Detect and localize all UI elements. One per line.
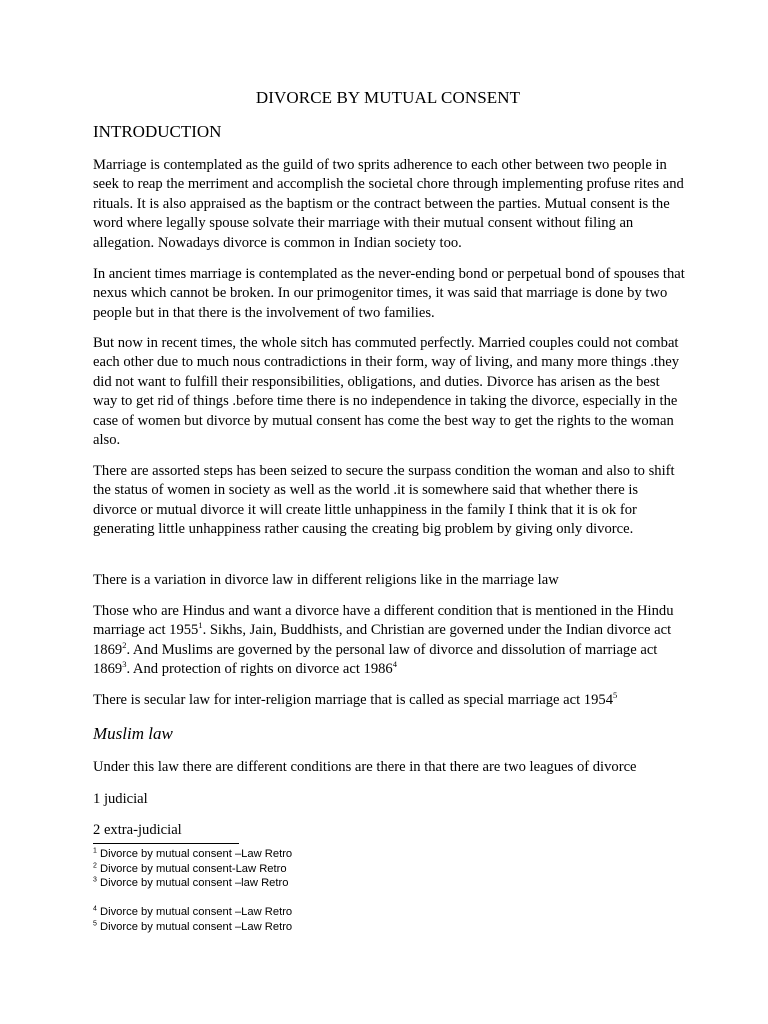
paragraph-muslim-intro: Under this law there are different conditions are there in that there are two leagues of divorce [93,759,637,775]
footnote-number-1: 1 [93,847,97,855]
footnote-ref-1: 1 [198,620,203,631]
footnote-text-1: Divorce by mutual consent –Law Retro [96,848,293,860]
footnote-text-3: Divorce by mutual consent –law Retro [96,877,289,889]
footnote-ref-2: 2 [122,639,127,650]
paragraph-recent-times: But now in recent times, the whole sitch has commuted perfectly. Married couples could not combat each other due to much nous contradictions in their form, way of living, and many more things .they did not want to fulfill their responsibilities, obligations, and duties. Divorce has arisen as the best way to get rid of things .before time there is no independence in taking the divorce, especially in the case of women but divorce by mutual consent has come the best way to get the rights to the woman also. [93,335,680,449]
footnote-text-4: Divorce by mutual consent –Law Retro [96,906,293,918]
hindu-text-4: . And protection of rights on divorce act 1986 [126,661,393,678]
introduction-heading: INTRODUCTION [93,122,222,141]
footnote-5 [93,920,292,934]
secular-text: There is secular law for inter-religion marriage that is called as special marriage act 1954 [93,692,613,708]
footnote-text-2: Divorce by mutual consent-Law Retro [96,863,287,875]
footnote-2 [93,862,287,876]
footnote-number-2: 2 [93,862,97,870]
list-item-judicial: 1 judicial [93,791,148,807]
list-item-extra-judicial: 2 extra-judicial [93,822,182,838]
footnote-ref-3: 3 [122,659,127,670]
footnote-number-5: 5 [93,920,97,928]
footnote-separator [93,843,239,844]
footnote-3 [93,876,288,890]
paragraph-assorted-steps: There are assorted steps has been seized to secure the surpass condition the woman and also to shift the status of women in society as well as the world .it is somewhere said that whether there is divorce or mutual divorce it will create little unhappiness in the family I think that it is ok for generating little unhappiness rather causing the creating big problem by giving only divorce. [93,463,675,538]
footnote-ref-5: 5 [613,690,618,701]
footnote-text-5: Divorce by mutual consent –Law Retro [96,921,293,933]
document-title: DIVORCE BY MUTUAL CONSENT [255,88,521,107]
footnote-4 [93,905,292,919]
paragraph-ancient-times: In ancient times marriage is contemplated as the never-ending bond or perpetual bond of spouses that nexus which cannot be broken. In our primogenitor times, it was said that marriage is done by two people but in that there is the involvement of two families. [93,266,685,321]
paragraph-variation: There is a variation in divorce law in different religions like in the marriage law [93,572,559,588]
paragraph-secular-law [93,691,685,710]
footnote-number-4: 4 [93,905,97,913]
paragraph-hindu-law [93,602,685,680]
footnote-1 [93,847,292,861]
footnote-ref-4: 4 [392,659,397,670]
paragraph-marriage-definition: Marriage is contemplated as the guild of two sprits adherence to each other between two people in seek to reap the merriment and accomplish the societal chore through implementing profuse rites and rituals. It is also appraised as the baptism or the contract between the parties. Mutual consent is the word where legally spouse solvate their marriage with their mutual consent without filing an allegation. Nowadays divorce is common in Indian society too. [93,157,684,251]
hindu-text-2: . Sikhs, Jain, Buddhists, and Christian are governed under the Indian divorce act 1869 [93,622,672,658]
muslim-law-heading: Muslim law [93,724,173,743]
footnote-number-3: 3 [93,876,97,884]
hindu-text-3: . And Muslims are governed by the personal law of divorce and dissolution of marriage act 1869 [93,641,658,678]
hindu-text-1: Those who are Hindus and want a divorce have a different condition that is mentioned in the Hindu marriage act 1955 [93,603,674,639]
